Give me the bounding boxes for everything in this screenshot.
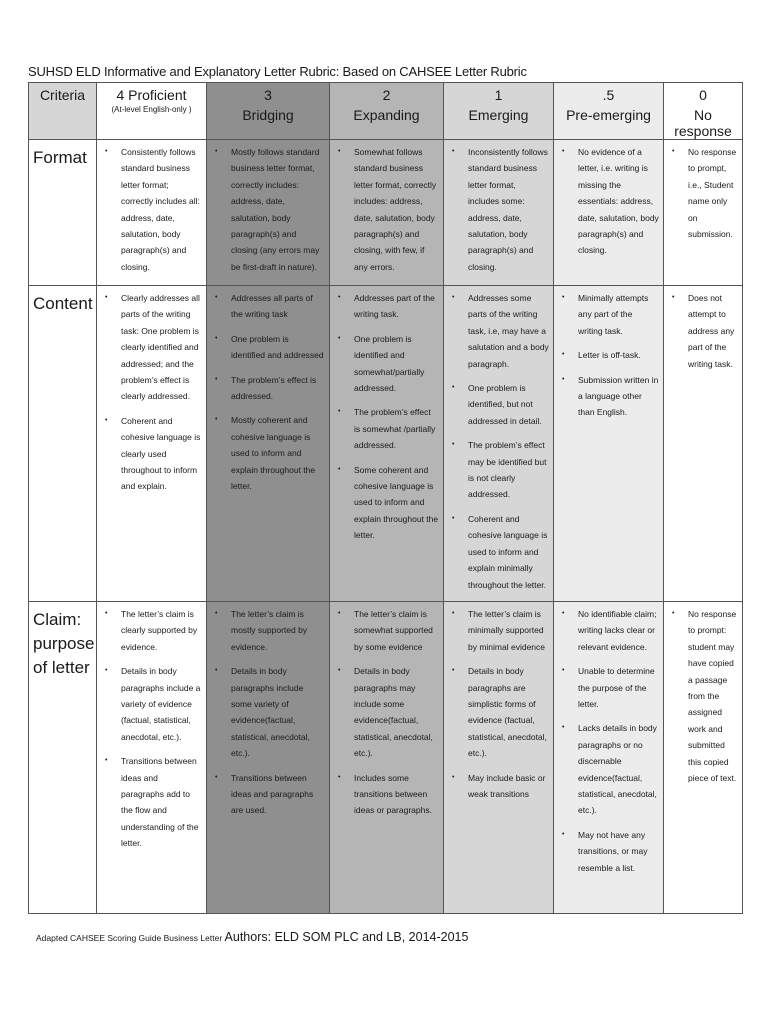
criteria-item (448, 144, 549, 275)
criteria-header: Criteria (29, 83, 97, 140)
criteria-text: Mostly follows standard business letter format, correctly includes: address, date, salutation, body paragraph(s) and closing (any errors may be first-draft in nature). (231, 147, 320, 272)
criteria-text: The problem’s effect may be identified but is not clearly addressed. (468, 440, 547, 500)
bullet-icon: • (215, 375, 218, 383)
criteria-text: The problem’s effect is somewhat /partially addressed. (354, 407, 436, 451)
criteria-list (207, 140, 329, 279)
criteria-item (558, 372, 659, 421)
criteria-text: Mostly coherent and cohesive language is used to inform and explain throughout the letter. (231, 415, 316, 492)
criteria-item (334, 462, 439, 544)
col-level: 3 (264, 87, 272, 103)
bullet-icon: • (562, 667, 565, 675)
criteria-item (334, 404, 439, 453)
bullet-icon: • (672, 610, 675, 617)
criteria-item (211, 412, 325, 494)
bullet-icon: • (562, 351, 565, 359)
footer (36, 930, 468, 944)
criteria-text: One problem is identified and somewhat/partially addressed. (354, 333, 425, 394)
criteria-text: Lacks details in body paragraphs or no discernable evidence(factual, statistical, anecdotal, etc.). (578, 723, 657, 816)
criteria-text: Submission written in a language other than English. (578, 374, 659, 418)
col-name: Bridging (242, 107, 294, 123)
criteria-item (558, 606, 659, 655)
criteria-item (448, 663, 549, 761)
cell (330, 140, 444, 286)
criteria-text: No identifiable claim; writing lacks clear or relevant evidence. (578, 609, 657, 652)
criteria-item (448, 437, 549, 503)
col-level: .5 (602, 87, 615, 103)
criteria-text: Letter is off-task. (578, 350, 641, 361)
criteria-item (211, 144, 325, 275)
criteria-list (444, 286, 553, 597)
criteria-list (554, 140, 663, 263)
criteria-text: The letter’s claim is clearly supported by evidence. (121, 609, 198, 652)
criteria-item (101, 413, 202, 495)
cell (664, 286, 743, 602)
cell (444, 286, 554, 602)
criteria-item (211, 331, 325, 364)
criteria-item (668, 606, 738, 786)
criteria-item (558, 663, 659, 712)
bullet-icon: • (452, 610, 455, 617)
bullet-icon: • (105, 610, 108, 617)
criteria-text: Clearly addresses all parts of the writing task: One problem is clearly identified and addressed; and the problem’s effect is clearly addressed. (121, 293, 200, 402)
row-format (29, 140, 743, 286)
bullet-icon: • (215, 294, 218, 301)
criteria-text: Some coherent and cohesive language is used to inform and explain throughout the letter. (354, 464, 439, 541)
criteria-text: The problem’s effect is addressed. (231, 374, 317, 402)
footer-source: Adapted CAHSEE Scoring Guide Business Letter (36, 933, 223, 943)
criteria-list (444, 602, 553, 806)
row-label-claim: Claim: purpose of letter (29, 602, 97, 914)
bullet-icon: • (215, 610, 218, 617)
criteria-text: Transitions between ideas and paragraphs are used. (231, 772, 314, 816)
bullet-icon: • (562, 830, 565, 838)
criteria-text: Coherent and cohesive language is clearly used throughout to inform and explain. (121, 415, 201, 492)
col-header-pre-emerging (554, 83, 664, 140)
criteria-item (448, 511, 549, 593)
criteria-text: The letter’s claim is somewhat supported by some evidence (354, 609, 433, 652)
criteria-item (101, 753, 202, 851)
criteria-item (558, 827, 659, 876)
bullet-icon: • (338, 465, 341, 473)
bullet-icon: • (452, 384, 455, 392)
criteria-item (668, 290, 738, 372)
col-name: Expanding (353, 107, 420, 123)
cell (207, 140, 330, 286)
criteria-item (558, 347, 659, 363)
criteria-list (97, 602, 206, 856)
criteria-text: Addresses part of the writing task. (354, 293, 435, 320)
criteria-list (330, 140, 443, 279)
criteria-item (334, 290, 439, 323)
col-level: 1 (494, 87, 503, 103)
col-name: Pre-emerging (566, 107, 651, 123)
criteria-item (558, 290, 659, 339)
criteria-text: Consistently follows standard business letter format; correctly includes all: address, date, salutation, body paragraph(s) and closing. (121, 147, 200, 272)
criteria-item (448, 380, 549, 429)
cell (554, 286, 664, 602)
bullet-icon: • (338, 667, 341, 675)
criteria-list (97, 140, 206, 279)
criteria-list (554, 286, 663, 425)
bullet-icon: • (672, 294, 675, 301)
criteria-item (334, 770, 439, 819)
criteria-item (101, 606, 202, 655)
criteria-text: Addresses all parts of the writing task (231, 293, 313, 320)
bullet-icon: • (452, 514, 455, 522)
criteria-list (207, 286, 329, 498)
bullet-icon: • (562, 724, 565, 732)
bullet-icon: • (672, 148, 675, 155)
col-header-proficient (97, 83, 207, 140)
criteria-text: Minimally attempts any part of the writing task. (578, 293, 649, 336)
col-header-bridging (207, 83, 330, 140)
cell (444, 602, 554, 914)
bullet-icon: • (105, 667, 108, 675)
criteria-item (211, 372, 325, 405)
criteria-list (207, 602, 329, 823)
criteria-text: Transitions between ideas and paragraphs add to the flow and understanding of the letter. (121, 756, 199, 849)
criteria-item (211, 290, 325, 323)
col-header-no-response (664, 83, 743, 140)
cell (207, 602, 330, 914)
criteria-text: Details in body paragraphs are simplistic forms of evidence (factual, statistical, anecdotal, etc.). (468, 666, 547, 759)
criteria-list (664, 602, 742, 790)
row-claim (29, 602, 743, 914)
criteria-item (101, 663, 202, 745)
criteria-text: May not have any transitions, or may resemble a list. (578, 829, 648, 873)
cell (97, 602, 207, 914)
bullet-icon: • (452, 294, 455, 301)
bullet-icon: • (215, 334, 218, 342)
criteria-item (448, 770, 549, 803)
col-name: No response (674, 107, 732, 139)
bullet-icon: • (338, 334, 341, 342)
criteria-text: Does not attempt to address any part of the writing task. (688, 293, 735, 369)
criteria-list (444, 140, 553, 279)
criteria-item (334, 663, 439, 761)
criteria-text: Details in body paragraphs include a variety of evidence (factual, statistical, anecdotal, etc.). (121, 666, 201, 742)
bullet-icon: • (562, 148, 565, 155)
col-level: 2 (382, 87, 391, 103)
criteria-text: Includes some transitions between ideas or paragraphs. (354, 772, 432, 816)
criteria-list (330, 286, 443, 548)
criteria-item (334, 331, 439, 397)
criteria-item (334, 144, 439, 275)
criteria-text: May include basic or weak transitions (468, 772, 546, 800)
criteria-text: The letter’s claim is minimally supported by minimal evidence (468, 609, 546, 652)
bullet-icon: • (215, 773, 218, 781)
criteria-item (334, 606, 439, 655)
bullet-icon: • (452, 773, 455, 781)
bullet-icon: • (105, 148, 108, 155)
bullet-icon: • (452, 441, 455, 449)
col-name: Emerging (468, 107, 529, 123)
criteria-text: Unable to determine the purpose of the letter. (578, 666, 655, 710)
col-header-expanding (330, 83, 444, 140)
row-content (29, 286, 743, 602)
criteria-text: No evidence of a letter, i.e. writing is missing the essentials: address, date, salutation, body paragraph(s) and closing. (578, 147, 659, 256)
header-row (29, 83, 743, 140)
bullet-icon: • (562, 294, 565, 301)
bullet-icon: • (452, 148, 455, 155)
criteria-text: Details in body paragraphs may include some evidence(factual, statistical, anecdotal, etc.). (354, 666, 433, 759)
criteria-item (101, 144, 202, 275)
criteria-list (554, 602, 663, 880)
criteria-text: The letter’s claim is mostly supported by evidence. (231, 609, 308, 652)
cell (97, 140, 207, 286)
bullet-icon: • (105, 294, 108, 301)
cell (664, 140, 743, 286)
criteria-item (668, 144, 738, 242)
cell (444, 140, 554, 286)
rubric-table (28, 82, 743, 914)
criteria-item (558, 720, 659, 818)
criteria-list (664, 140, 742, 246)
criteria-text: Addresses some parts of the writing task, i.e, may have a salutation and a body paragraph. (468, 293, 549, 369)
footer-authors: Authors: ELD SOM PLC and LB, 2014-2015 (224, 930, 469, 944)
row-label-content: Content (29, 286, 97, 602)
criteria-item (211, 663, 325, 761)
criteria-list (330, 602, 443, 823)
cell (207, 286, 330, 602)
cell (330, 602, 444, 914)
criteria-item (211, 770, 325, 819)
bullet-icon: • (105, 757, 108, 765)
bullet-icon: • (105, 416, 108, 424)
col-sub: (At-level English-only ) (111, 105, 192, 114)
bullet-icon: • (338, 408, 341, 416)
criteria-list (664, 286, 742, 376)
criteria-text: Coherent and cohesive language is used to inform and explain minimally throughout the letter. (468, 513, 548, 590)
criteria-item (101, 290, 202, 405)
criteria-text: One problem is identified and addressed (231, 333, 324, 361)
bullet-icon: • (215, 148, 218, 155)
col-level: 4 Proficient (116, 87, 187, 103)
criteria-item (558, 144, 659, 259)
rubric-title: SUHSD ELD Informative and Explanatory Letter Rubric: Based on CAHSEE Letter Rubric (28, 64, 527, 79)
criteria-text: One problem is identified, but not addressed in detail. (468, 383, 542, 426)
cell (97, 286, 207, 602)
bullet-icon: • (338, 610, 341, 617)
cell (554, 140, 664, 286)
criteria-list (97, 286, 206, 499)
col-level: 0 (699, 87, 707, 103)
bullet-icon: • (215, 416, 218, 424)
criteria-text: Details in body paragraphs include some variety of evidence(factual, statistical, anecdotal, etc.). (231, 666, 310, 759)
criteria-text: No response to prompt, i.e., Student name only on submission. (688, 147, 737, 240)
row-label-format: Format (29, 140, 97, 286)
criteria-item (211, 606, 325, 655)
bullet-icon: • (338, 148, 341, 155)
criteria-item (448, 290, 549, 372)
cell (330, 286, 444, 602)
criteria-text: No response to prompt: student may have copied a passage from the assigned work and submitted this copied piece of text. (688, 609, 737, 784)
bullet-icon: • (338, 773, 341, 781)
cell (664, 602, 743, 914)
criteria-item (448, 606, 549, 655)
criteria-text: Somewhat follows standard business letter format, correctly includes: address, date, salutation, body paragraph(s) and closing, with few, if any errors. (354, 147, 437, 272)
bullet-icon: • (452, 667, 455, 675)
bullet-icon: • (215, 667, 218, 675)
col-header-emerging (444, 83, 554, 140)
bullet-icon: • (338, 294, 341, 301)
bullet-icon: • (562, 610, 565, 617)
cell (554, 602, 664, 914)
criteria-text: Inconsistently follows standard business letter format, includes some: address, date, salutation, body paragraph(s) and closing. (468, 147, 548, 272)
bullet-icon: • (562, 375, 565, 383)
